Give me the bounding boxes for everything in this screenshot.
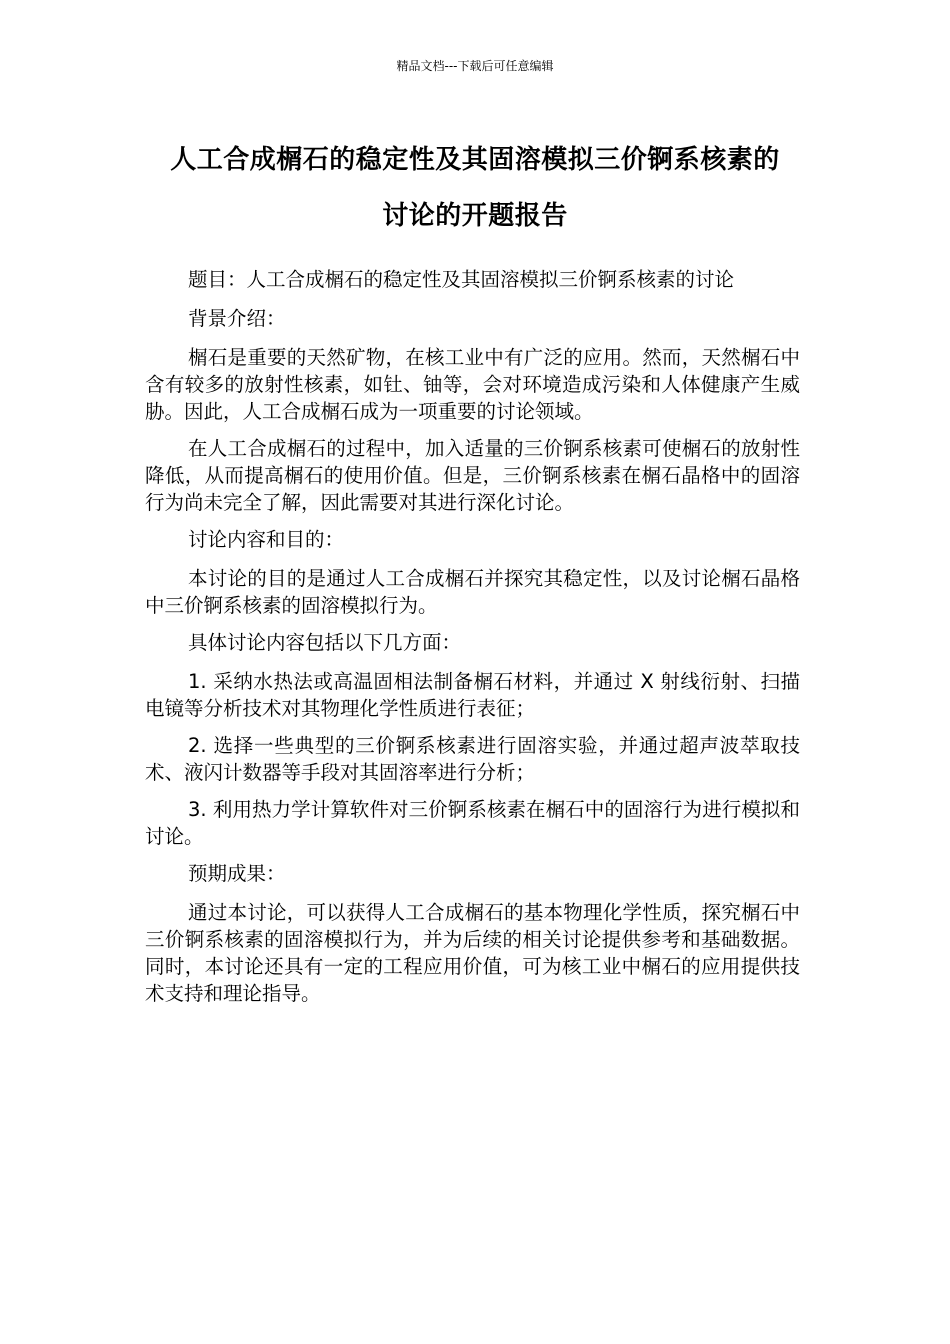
document-title (140, 132, 810, 244)
background-paragraph-2: 在人工合成榍石的过程中，加入适量的三价锕系核素可使榍石的放射性降低，从而提高榍石的使用价值。但是，三价锕系核素在榍石晶格中的固溶行为尚未完全了解，因此需要对其进行深化讨论。 (145, 437, 800, 514)
list-item-3: 3. 利用热力学计算软件对三价锕系核素在榍石中的固溶行为进行模拟和讨论。 (145, 798, 800, 848)
results-heading: 预期成果： (188, 862, 286, 885)
list-item-2: 2. 选择一些典型的三价锕系核素进行固溶实验，并通过超声波萃取技术、液闪计数器等手段对其固溶率进行分析； (145, 734, 800, 784)
list-item-1: 1. 采纳水热法或高温固相法制备榍石材料，并通过 X 射线衍射、扫描电镜等分析技术对其物理化学性质进行表征； (145, 670, 800, 720)
topic-line: 题目：人工合成榍石的稳定性及其固溶模拟三价锕系核素的讨论 (188, 268, 735, 291)
content-paragraph-2: 具体讨论内容包括以下几方面： (188, 631, 462, 654)
background-paragraph-1: 榍石是重要的天然矿物，在核工业中有广泛的应用。然而，天然榍石中含有较多的放射性核素，如钍、铀等，会对环境造成污染和人体健康产生威胁。因此，人工合成榍石成为一项重要的讨论领域。 (145, 346, 800, 423)
header-note: 精品文档---下载后可任意编辑 (396, 59, 554, 73)
results-paragraph-1: 通过本讨论，可以获得人工合成榍石的基本物理化学性质，探究榍石中三价锕系核素的固溶模拟行为，并为后续的相关讨论提供参考和基础数据。同时，本讨论还具有一定的工程应用价值，可为核工业中榍石的应用提供技术支持和理论指导。 (145, 901, 800, 1005)
title-line-1: 人工合成榍石的稳定性及其固溶模拟三价锕系核素的 (170, 145, 780, 175)
content-paragraph-1: 本讨论的目的是通过人工合成榍石并探究其稳定性，以及讨论榍石晶格中三价锕系核素的固溶模拟行为。 (145, 567, 800, 617)
background-heading: 背景介绍： (188, 307, 286, 330)
content-heading: 讨论内容和目的： (188, 528, 345, 551)
title-line-2: 讨论的开题报告 (382, 201, 568, 231)
document-body (145, 266, 800, 1017)
